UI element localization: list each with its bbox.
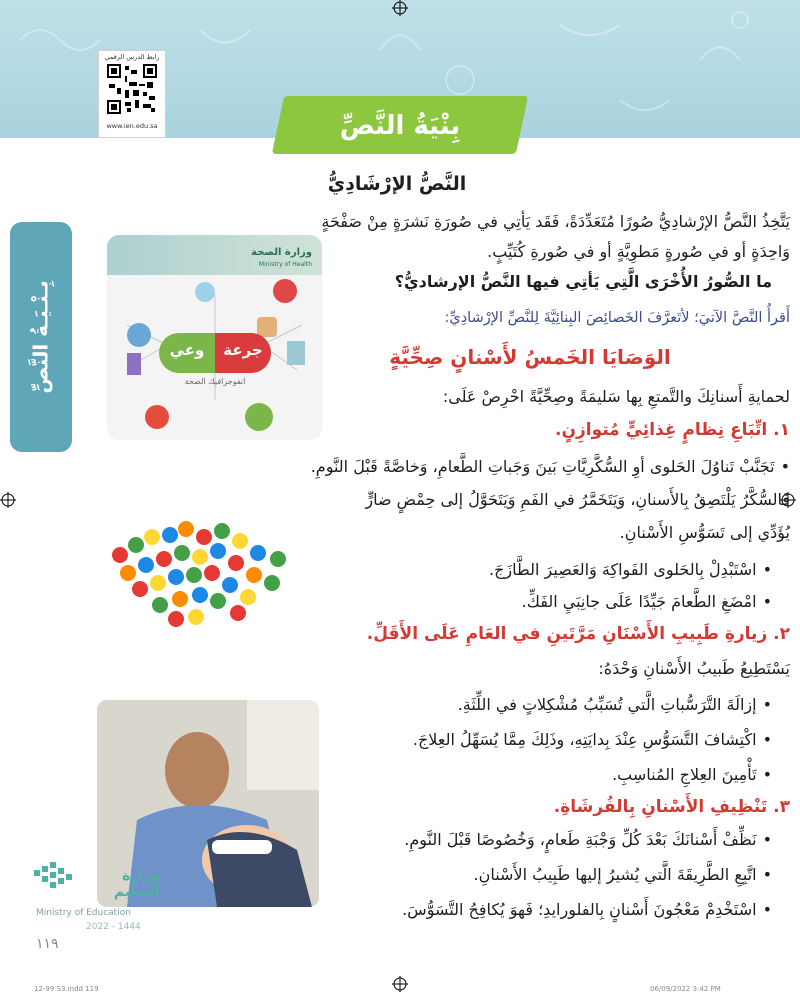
item-2-heading: ٢. زيارةِ طَبِيبِ الأَسْنَانِ مَرَّتَينِ في العَامِ عَلَى الأَقَلِّ.: [366, 624, 790, 644]
moe-year: 2022 - 1444: [86, 922, 141, 932]
item-3-bullet-2: • اتَّبِعِ الطَّرِيقَةَ الَّتي يُشيرُ إليها طَبِيبُ الأَسْنانِ.: [242, 863, 772, 887]
item-2-bullet-2: • اكْتِشافَ التَّسَوُّسِ عِنْدَ بِدايَتِهِ، وذَلِكَ مِمَّا يُسَهِّلُ العِلاجَ.: [242, 728, 772, 752]
ministry-health-en: Ministry of Health: [258, 261, 312, 268]
moe-name-ar: وزارة التعليم: [113, 868, 160, 900]
intro-question: ما الصُّورُ الأُخْرَى الَّتِي يَأتِي فيها النَّصُّ الإرشاديُّ؟: [394, 272, 772, 291]
print-slug-file: 12-99 S3.indd 119: [34, 985, 99, 993]
side-tab-label: بِـنْـيَـةُ النَّصِّ: [28, 280, 53, 394]
item-2-bullet-3: • تَأْمِينَ العِلاجِ المُناسِبِ.: [242, 763, 772, 787]
health-infographic-image: [107, 235, 322, 440]
lesson-title: بِنْيَةُ النَّصِّ: [339, 111, 461, 141]
candies-image: [100, 515, 300, 635]
item-3-bullet-3: • اسْتَخْدِمْ مَعْجُونَ أَسْنانٍ بِالفلورايدِ؛ فَهوَ يُكافِحُ التَّسَوُّسَ.: [242, 898, 772, 922]
badge-subtitle: انفوجرافيك الصحة: [184, 377, 246, 386]
registration-mark-bottom: [392, 976, 408, 992]
side-tab: [10, 222, 72, 452]
item-1-heading: ١. اتِّبَاعِ نِظامٍ غِذائِيٍّ مُتوازِنٍ.: [554, 420, 790, 440]
section-heading: النَّصُّ الإرْشَادِيُّ: [327, 173, 467, 195]
item-1-paragraph-1: فَالسُّكَّرُ يَلْتَصِقُ بِالأَسنانِ، وَيَتَخَمَّرُ في الفَمِ وَيَتَحَوَّلُ إلى حِمْضٍ ضارٍّ: [365, 490, 790, 509]
reading-instruction: أَقرأُ النَّصَّ الآتيَ؛ لأتَعرَّفَ الخَصائِصَ البِنائِيَّةَ لِلنَّصِّ الإرْشادِيِّ:: [444, 310, 790, 326]
moe-logo-icon: [30, 862, 80, 902]
item-3-bullet-1: • نَظِّفْ أَسْنانَكَ بَعْدَ كُلِّ وَجْبَةِ طَعامٍ، وَخُصُوصًا قَبْلَ النَّومِ.: [242, 828, 772, 852]
qr-code-icon[interactable]: [107, 64, 157, 114]
qr-url[interactable]: www.ien.edu.sa: [106, 122, 158, 130]
item-2-lead: يَسْتَطِيعُ طَبيبُ الأَسْنانِ وَحْدَهُ:: [598, 659, 790, 678]
item-1-bullet-3: • امْضَغِ الطَّعامَ جَيِّدًا عَلَى جانِبَيِ الفَكِّ.: [242, 590, 772, 614]
item-1-bullet-2: • اسْتَبْدِلْ بِالحَلوى الفَواكِهَ وَالعَصِيرَ الطَّازَجَ.: [242, 558, 772, 582]
item-3-heading: ٣. تَنْظِيفِ الأَسْنانِ بِالفُرشَاةِ.: [553, 797, 790, 817]
registration-mark-top: [392, 0, 408, 16]
qr-label: رابط الدرس الرقمي: [104, 53, 160, 61]
intro-line-1: يَتَّخِذُ النَّصُّ الإرْشادِيُّ صُورًا مُتَعَدِّدَةً، فَقَد يَأتِي في صُورَةِ نَشرَةٍ مِنْ صَفْحَةٍ: [321, 212, 790, 231]
item-2-bullet-1: • إزالَةَ التَّرَسُّباتِ الَّتي تُسَبِّبُ مُشْكِلاتٍ في اللِّثَةِ.: [242, 693, 772, 717]
intro-line-2: وَاحِدَةٍ أو في صُورةٍ مَطوِيَّةٍ أو في صُورةِ كُتَيِّبٍ.: [487, 242, 790, 261]
page-number: ١١٩: [36, 936, 59, 952]
ministry-health-ar: وزارة الصحة: [251, 247, 312, 258]
qr-code-box[interactable]: [98, 50, 166, 138]
print-slug-date: 06/09/2022 3:42 PM: [650, 985, 721, 993]
moe-name-en: Ministry of Education: [36, 908, 131, 918]
lead-sentence: لحمايةِ أَسنانِكَ والتَّمتعِ بِها سَليمَةً وصِحِّيَّةً احْرِصْ عَلَى:: [442, 387, 790, 406]
badge-word-right: جرعة: [223, 341, 263, 359]
registration-mark-left: [0, 492, 16, 508]
text-title: الوَصَايَا الخَمسُ لأَسْنانٍ صِحِّيَّةٍ: [389, 345, 671, 369]
badge-word-left: وعي: [169, 341, 205, 359]
item-1-paragraph-2: يُؤَدِّي إلى تَسَوُّسِ الأَسْنانِ.: [619, 523, 790, 542]
item-1-bullet-1: • تَجَنَّبْ تَناوُلَ الحَلوى أوِ السُّكَّرِيَّاتِ بَينَ وَجَباتِ الطَّعامِ، وَخاصَّةً قَبْلَ النَّومِ.: [260, 455, 790, 479]
